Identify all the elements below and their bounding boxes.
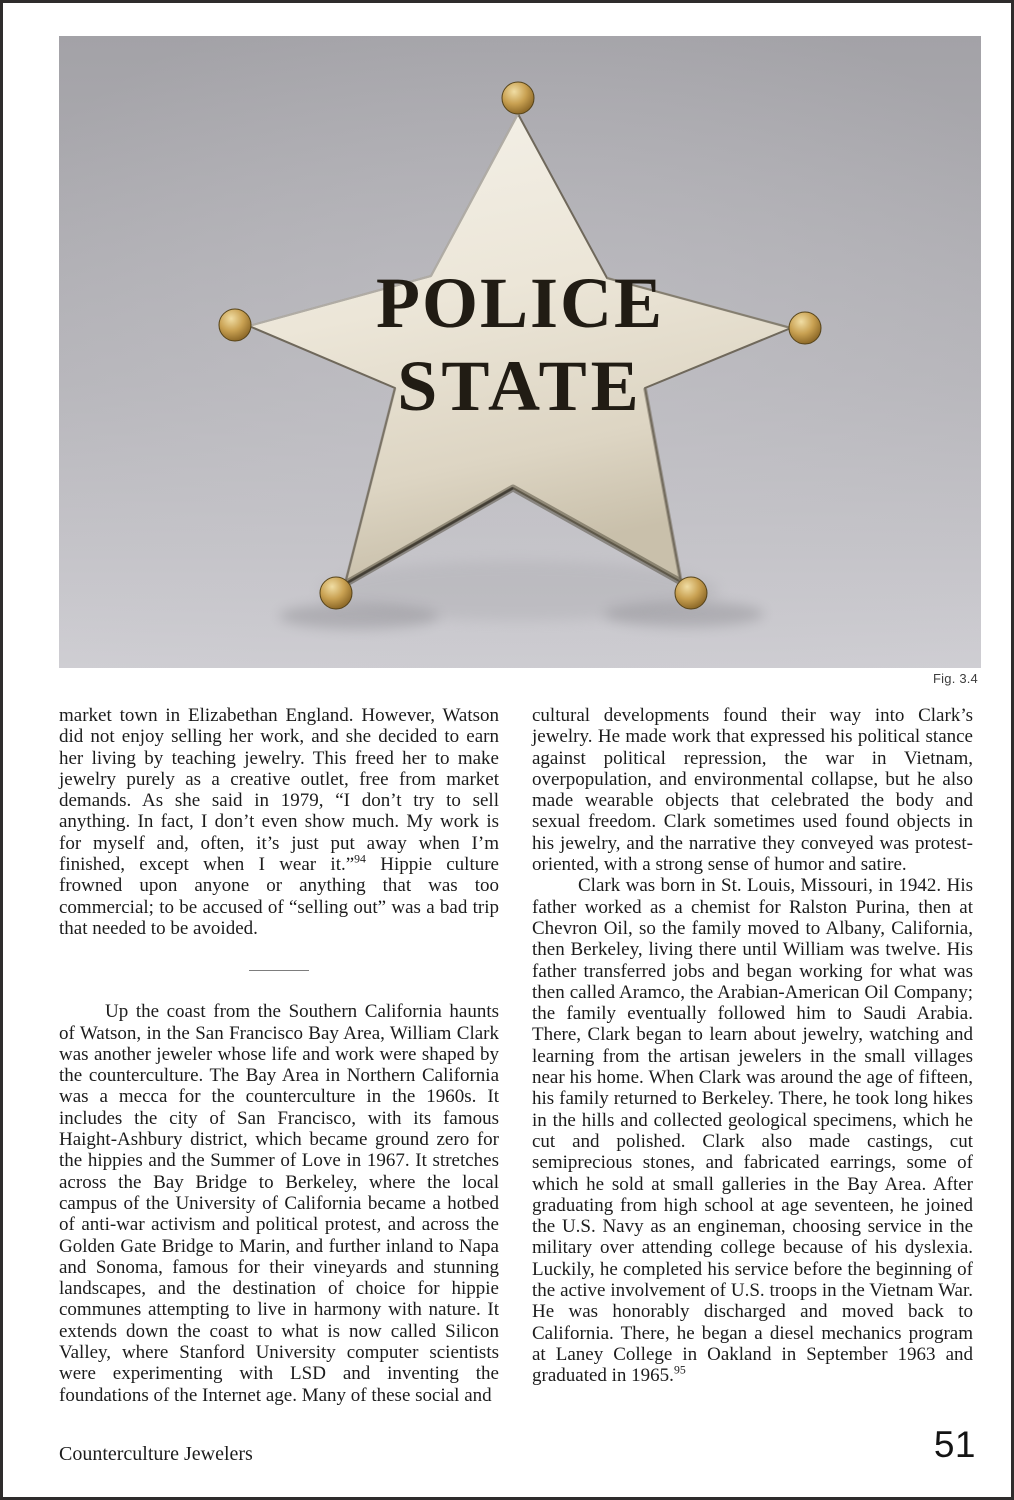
section-divider bbox=[249, 970, 309, 971]
paragraph: market town in Elizabethan England. However, Watson did not enjoy selling her work, and she decided to earn her living by teaching jewelry. This freed her to make jewelry purely as a creative outlet, free from market demands. As she said in 1979, “I don’t try to sell anything. In fact, I don’t even show much. My work is for myself and, often, it’s just put away when I’m finished, except when I wear it.”$^{94}$ Hippie culture frowned upon anyone or anything that was too commercial; to be accused of “selling out” was a bad trip that needed to be avoided. bbox=[59, 705, 499, 939]
running-title: Counterculture Jewelers bbox=[59, 1443, 253, 1465]
right-column bbox=[532, 705, 973, 1387]
paragraph: Clark was born in St. Louis, Missouri, in 1942. His father worked as a chemist for Ralston Purina, then at Chevron Oil, so the family moved to Albany, California, then Berkeley, living there until William was twelve. His father transferred jobs and began working for what was then called Aramco, the Arabian-American Oil Company; the family eventually followed him to Saudi Arabia. There, Clark began to learn about jewelry, watching and learning from the artisan jewelers in the small villages near his home. When Clark was around the age of fifteen, his family returned to Berkeley. There, he took long hikes in the hills and collected geological specimens, which he cut and polished. Clark also made castings, cut semiprecious stones, and fabricated earrings, some of which he sold at small galleries in the Bay Area. After graduating from high school at age seventeen, he joined the U.S. Navy as an engineman, choosing service in the military over attending college because of his dyslexia. Luckily, he completed his service before the beginning of the active involvement of U.S. troops in the Vietnam War. He was honorably discharged and moved back to California. There, he began a diesel mechanics program at Laney College in Oakland in September 1963 and graduated in 1965.95 bbox=[532, 875, 973, 1387]
badge-text-line1: POLICE bbox=[375, 263, 665, 343]
paragraph: cultural developments found their way into Clark’s jewelry. He made work that expressed his political stance against political repression, the war in Vietnam, overpopulation, and environmental collapse, but he also made wearable objects that celebrated the body and sexual freedom. Clark sometimes used found objects in his jewelry, and the narrative they conveyed was protest-oriented, with a strong sense of humor and satire. bbox=[532, 705, 973, 876]
badge-photo-svg bbox=[59, 36, 981, 668]
badge-photo bbox=[59, 36, 981, 668]
page-number: 51 bbox=[933, 1424, 976, 1465]
figure-caption: Fig. 3.4 bbox=[933, 671, 978, 686]
paragraph: Up the coast from the Southern California haunts of Watson, in the San Francisco Bay Area, William Clark was another jeweler whose life and work were shaped by the counterculture. The Bay Area in Northern California was a mecca for the counterculture in the 1960s. It includes the city of San Francisco, with its famous Haight-Ashbury district, which became ground zero for the hippies and the Summer of Love in 1967. It stretches across the Bay Bridge to Berkeley, where the local campus of the University of California became a hotbed of anti-war activism and political protest, and across the Golden Gate Bridge to Marin, and further inland to Napa and Sonoma, famous for their vineyards and stunning landscapes, and the destination of choice for hippie communes attempting to live in harmony with nature. It extends down the coast to what is now called Silicon Valley, where Stanford University computer scientists were experimenting with LSD and inventing the foundations of the Internet age. Many of these social and bbox=[59, 1001, 499, 1406]
badge-text-line2: STATE bbox=[397, 346, 643, 426]
left-column bbox=[59, 705, 499, 1406]
